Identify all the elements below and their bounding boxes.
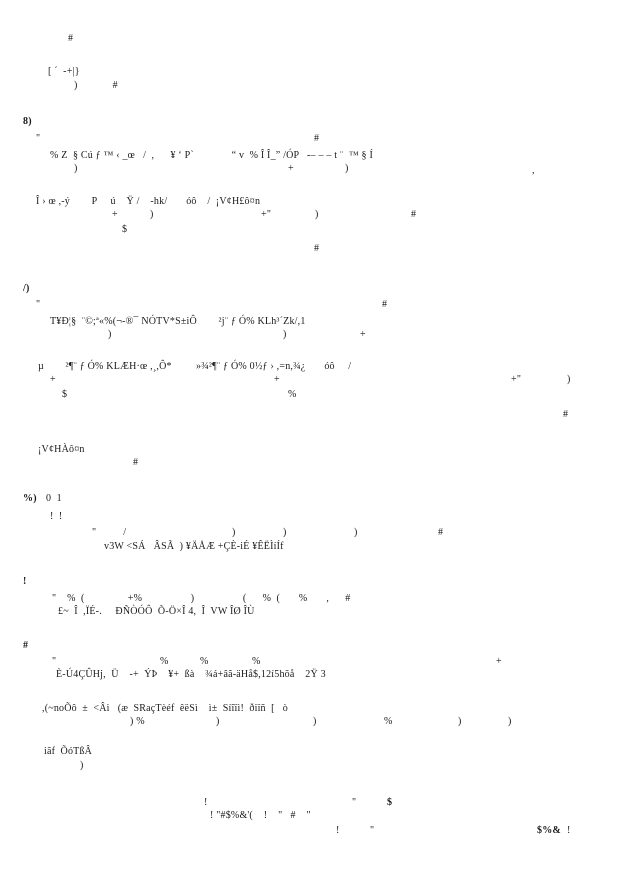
text-line: ) % [130,716,145,727]
text-line: +" [511,374,522,385]
text-line: ) [283,527,287,538]
text-line: ) [313,716,317,727]
text-line: £~ Î ,ÏÉ-. ÐÑÒÓÔ Õ-Ö×Î 4, Î VW ÎØ ÎÙ [58,606,255,617]
text-line: ! ! [50,511,63,522]
text-line: +" [261,209,272,220]
text-line: % [288,389,297,400]
text-line: ) [150,209,154,220]
text-line: v3W <SÁ ÂSÃ ) ¥ÄÅÆ +ÇÈ-iÉ ¥ÊËÌíÍf [104,541,284,552]
section-number: %) [23,493,37,504]
text-line: ) [508,716,512,727]
text-line: ¡V¢HÀô¤n [38,444,85,455]
text-line: $ [62,389,68,400]
text-line: + [288,163,294,174]
text-line: ) [345,163,349,174]
text-line: ) [567,374,571,385]
text-line: $ [122,224,128,235]
text-line: " / [92,527,127,538]
section-number: /) [23,283,30,294]
footer-text: " [352,797,357,808]
text-line: 0 1 [46,493,62,504]
text-line: ) [74,163,78,174]
text-line: ) [108,329,112,340]
text-line: # [133,457,139,468]
text-line: " % ( +% ) ( % ( % , # [52,593,351,604]
text-line: # [314,133,320,144]
text-line: ) [283,329,287,340]
text-line: + [360,329,366,340]
text-line: ) [354,527,358,538]
text-line: % [200,656,209,667]
footer-text: $ [387,797,393,808]
footer-text: " [370,825,375,836]
footer-text: ! [336,825,340,836]
text-line: # [68,33,74,44]
text-line: " [52,656,57,667]
text-line: T¥Ð¦§ ¨©;ª«%(¬-®¯ NÓTV*S±iÔ ²j¨ ƒ Ó% KLh³´Zk/,1 [50,316,306,327]
text-line: + [112,209,118,220]
text-line: " [36,133,41,144]
section-number: # [23,640,29,651]
text-line: % [252,656,261,667]
text-line: # [438,527,444,538]
footer-text: ! "#$%&'( ! " # " [210,810,311,821]
text-line: ) [315,209,319,220]
text-line: + [274,374,280,385]
text-line: # [563,409,569,420]
text-line: ) [80,760,84,771]
text-line: " [36,299,41,310]
text-line: ) [232,527,236,538]
text-line: # [382,299,388,310]
text-line: iãf ÕóTßÂ [44,746,93,757]
text-line: % [160,656,169,667]
footer-text: ! [567,825,571,836]
text-line: ) [216,716,220,727]
text-line: ) # [74,80,118,91]
section-number: ! [23,576,27,587]
section-number: 8) [23,116,32,127]
text-line: % [384,716,393,727]
text-line: ,(~noÕô ± <Âi (æ SRaçTèéf êëSì ì± Síîïì! ðiïñ [ ò [42,703,288,714]
footer-text: ! [204,797,208,808]
text-line: # [411,209,417,220]
text-line: , [532,165,535,176]
text-line: Î › œ ,-ý P ú Ÿ / -hk/ óô / ¡V¢H£ô¤n [36,196,261,207]
text-line: [ ´ -+|} [48,66,80,77]
text-line: # [314,243,320,254]
text-line: ) [458,716,462,727]
text-line: + [50,374,56,385]
page-number: $%& [537,825,561,836]
text-line: µ ²¶¨ ƒ Ó% KLÆH·œ ,¸,Ô* »¾²¶¨ ƒ Ó% 0½ƒ › ,=n,¾¿ óô / [38,361,352,372]
text-line: + [496,656,502,667]
text-line: % Z § Cú ƒ ™ ‹ _œ / , ¥ ‘ P` “ v % Î Î_” /ÓP -– – – t ¨ ™ § Í [50,150,373,161]
text-line: È-Ú4ÇÛHj, Ü -+ ÝÞ ¥+ ßà ¾á+âã-äHå$,12í5hõå 2Ÿ 3 [56,669,326,680]
